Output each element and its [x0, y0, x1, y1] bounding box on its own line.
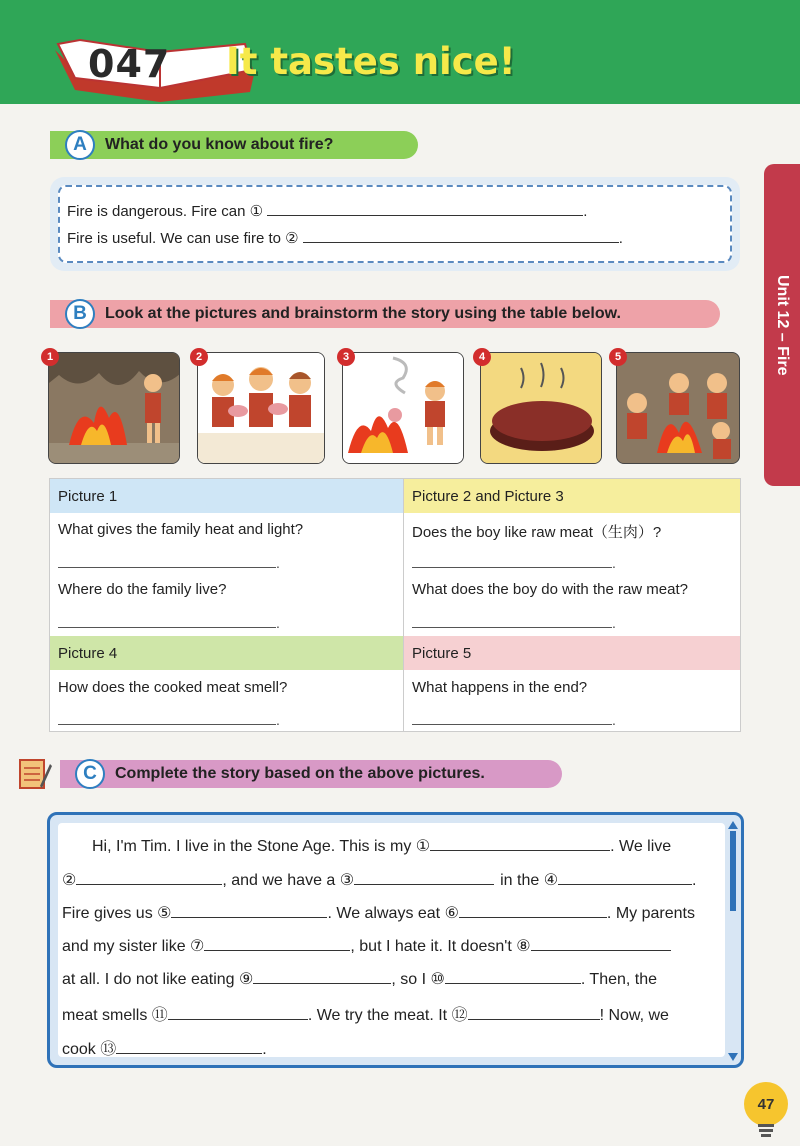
- family-fire-illustration: [617, 353, 740, 464]
- story-line-5: [62, 969, 657, 989]
- story-text-1b: . We live: [610, 838, 672, 855]
- story-blank-8[interactable]: [531, 937, 671, 951]
- story-blank-3[interactable]: [354, 871, 494, 885]
- story-text-3a: Fire gives us ⑤: [62, 905, 172, 922]
- story-text-5c: . Then, the: [580, 971, 658, 988]
- section-b-heading: [50, 300, 720, 328]
- picture-number-2: 2: [190, 348, 208, 366]
- story-line-6: [62, 1002, 669, 1025]
- story-blank-6[interactable]: [459, 904, 607, 918]
- story-blank-4[interactable]: [558, 871, 692, 885]
- cooked-meat-illustration: [481, 353, 602, 464]
- story-blank-2[interactable]: [76, 871, 222, 885]
- bulb-base-icon: [756, 1124, 776, 1138]
- picture-2-family-eating: [197, 352, 325, 464]
- picture-number-5: 5: [609, 348, 627, 366]
- family-eating-illustration: [198, 353, 325, 464]
- section-b-letter: B: [65, 299, 95, 329]
- story-line-7: cook ⑬ .: [62, 1041, 267, 1058]
- answer-line-meat-smell[interactable]: [58, 724, 276, 725]
- table-header-picture-4: Picture 4: [50, 636, 404, 670]
- story-blank-9[interactable]: [253, 970, 391, 984]
- story-text-4b: , but I hate it. It doesn't ⑧: [350, 938, 531, 955]
- section-a-dashed-frame: [58, 185, 732, 263]
- table-header-picture-5: Picture 5: [404, 636, 740, 670]
- story-line-1: [92, 836, 671, 856]
- section-a-title: What do you know about fire?: [105, 136, 334, 153]
- answer-line-boy-does[interactable]: [412, 627, 612, 628]
- fire-useful-text: Fire is useful. We can use fire to ②: [67, 230, 299, 247]
- picture-number-3: 3: [337, 348, 355, 366]
- fire-dangerous-line: Fire is dangerous. Fire can ① .: [67, 203, 588, 220]
- section-a-heading: [50, 131, 418, 159]
- story-blank-1[interactable]: [430, 837, 610, 851]
- story-text-6a: meat smells ⑪: [62, 1007, 168, 1024]
- answer-line-where-live[interactable]: [58, 627, 276, 628]
- section-c-letter: C: [75, 759, 105, 789]
- story-text-7a: cook ⑬: [62, 1041, 117, 1058]
- story-text-1a: Hi, I'm Tim. I live in the Stone Age. This is my ①: [92, 838, 431, 855]
- section-b-title: Look at the pictures and brainstorm the story using the table below.: [105, 305, 621, 322]
- story-text-2b: , and we have a ③: [222, 872, 355, 889]
- question-raw-meat: Does the boy like raw meat（生肉）?: [412, 524, 662, 541]
- story-line-4: [62, 936, 671, 956]
- cave-fire-illustration: [49, 353, 180, 464]
- question-heat-light: What gives the family heat and light?: [58, 521, 304, 538]
- story-blank-13[interactable]: [116, 1040, 262, 1054]
- picture-1-cave-fire: [48, 352, 180, 464]
- table-divider: [403, 479, 404, 731]
- fire-useful-line: Fire is useful. We can use fire to ② .: [67, 230, 623, 247]
- story-blank-12[interactable]: [468, 1006, 600, 1020]
- brainstorm-table: Picture 1 Picture 2 and Picture 3 Picture 4 Picture 5 What gives the family heat and light? . Where do the family live? . Does the boy like raw meat（生肉）? . What does the boy do with the raw meat? . How does the cooked meat smell? . What happens in the end? .: [49, 478, 741, 732]
- story-text-3c: . My parents: [606, 905, 695, 922]
- question-end: What happens in the end?: [412, 679, 588, 696]
- story-blank-10[interactable]: [445, 970, 581, 984]
- question-meat-smell: How does the cooked meat smell?: [58, 679, 288, 696]
- picture-4-cooked-meat: [480, 352, 602, 464]
- story-blank-5[interactable]: [171, 904, 327, 918]
- answer-blank-1[interactable]: [267, 202, 583, 216]
- story-text-5b: , so I ⑩: [391, 971, 445, 988]
- table-header-picture-2-3: Picture 2 and Picture 3: [404, 479, 740, 513]
- unit-side-tab: [764, 164, 800, 486]
- page-number-bulb: [744, 1082, 788, 1126]
- story-text-2a: ②: [62, 872, 77, 889]
- picture-3-cooking-meat: [342, 352, 464, 464]
- answer-blank-2[interactable]: [303, 229, 619, 243]
- lesson-number: 047: [88, 42, 171, 86]
- story-line-2: ② , and we have a ③ in the ④ .: [62, 872, 697, 889]
- question-where-live: Where do the family live?: [58, 581, 227, 598]
- section-a-box: [50, 177, 740, 271]
- story-text-6c: ! Now, we: [599, 1007, 669, 1024]
- section-a-letter: A: [65, 130, 95, 160]
- writing-icon: [18, 756, 52, 792]
- picture-number-4: 4: [473, 348, 491, 366]
- unit-tab-label: Unit 12 – Fire: [774, 274, 791, 376]
- answer-line-end[interactable]: [412, 724, 612, 725]
- answer-line-raw-meat[interactable]: [412, 567, 612, 568]
- story-text-5a: at all. I do not like eating ⑨: [62, 971, 254, 988]
- answer-line-heat-light[interactable]: [58, 567, 276, 568]
- story-text-2c: in the ④: [500, 872, 559, 889]
- story-text-3b: . We always eat ⑥: [327, 905, 459, 922]
- lesson-title: It tastes nice!: [226, 40, 516, 83]
- section-c-heading: [60, 760, 562, 788]
- story-blank-11[interactable]: [168, 1006, 308, 1020]
- picture-5-family-by-fire: [616, 352, 740, 464]
- section-c-title: Complete the story based on the above pictures.: [115, 765, 485, 782]
- cooking-meat-illustration: [343, 353, 464, 464]
- table-header-picture-1: Picture 1: [50, 479, 404, 513]
- picture-number-1: 1: [41, 348, 59, 366]
- story-scrollbar[interactable]: [728, 821, 738, 1061]
- story-blank-7[interactable]: [204, 937, 350, 951]
- question-boy-does: What does the boy do with the raw meat?: [412, 581, 688, 598]
- story-text-4a: and my sister like ⑦: [62, 938, 205, 955]
- page-number: 47: [757, 1095, 775, 1113]
- story-text-6b: . We try the meat. It ⑫: [307, 1007, 468, 1024]
- story-line-3: [62, 903, 695, 923]
- fire-dangerous-text: Fire is dangerous. Fire can ①: [67, 203, 264, 220]
